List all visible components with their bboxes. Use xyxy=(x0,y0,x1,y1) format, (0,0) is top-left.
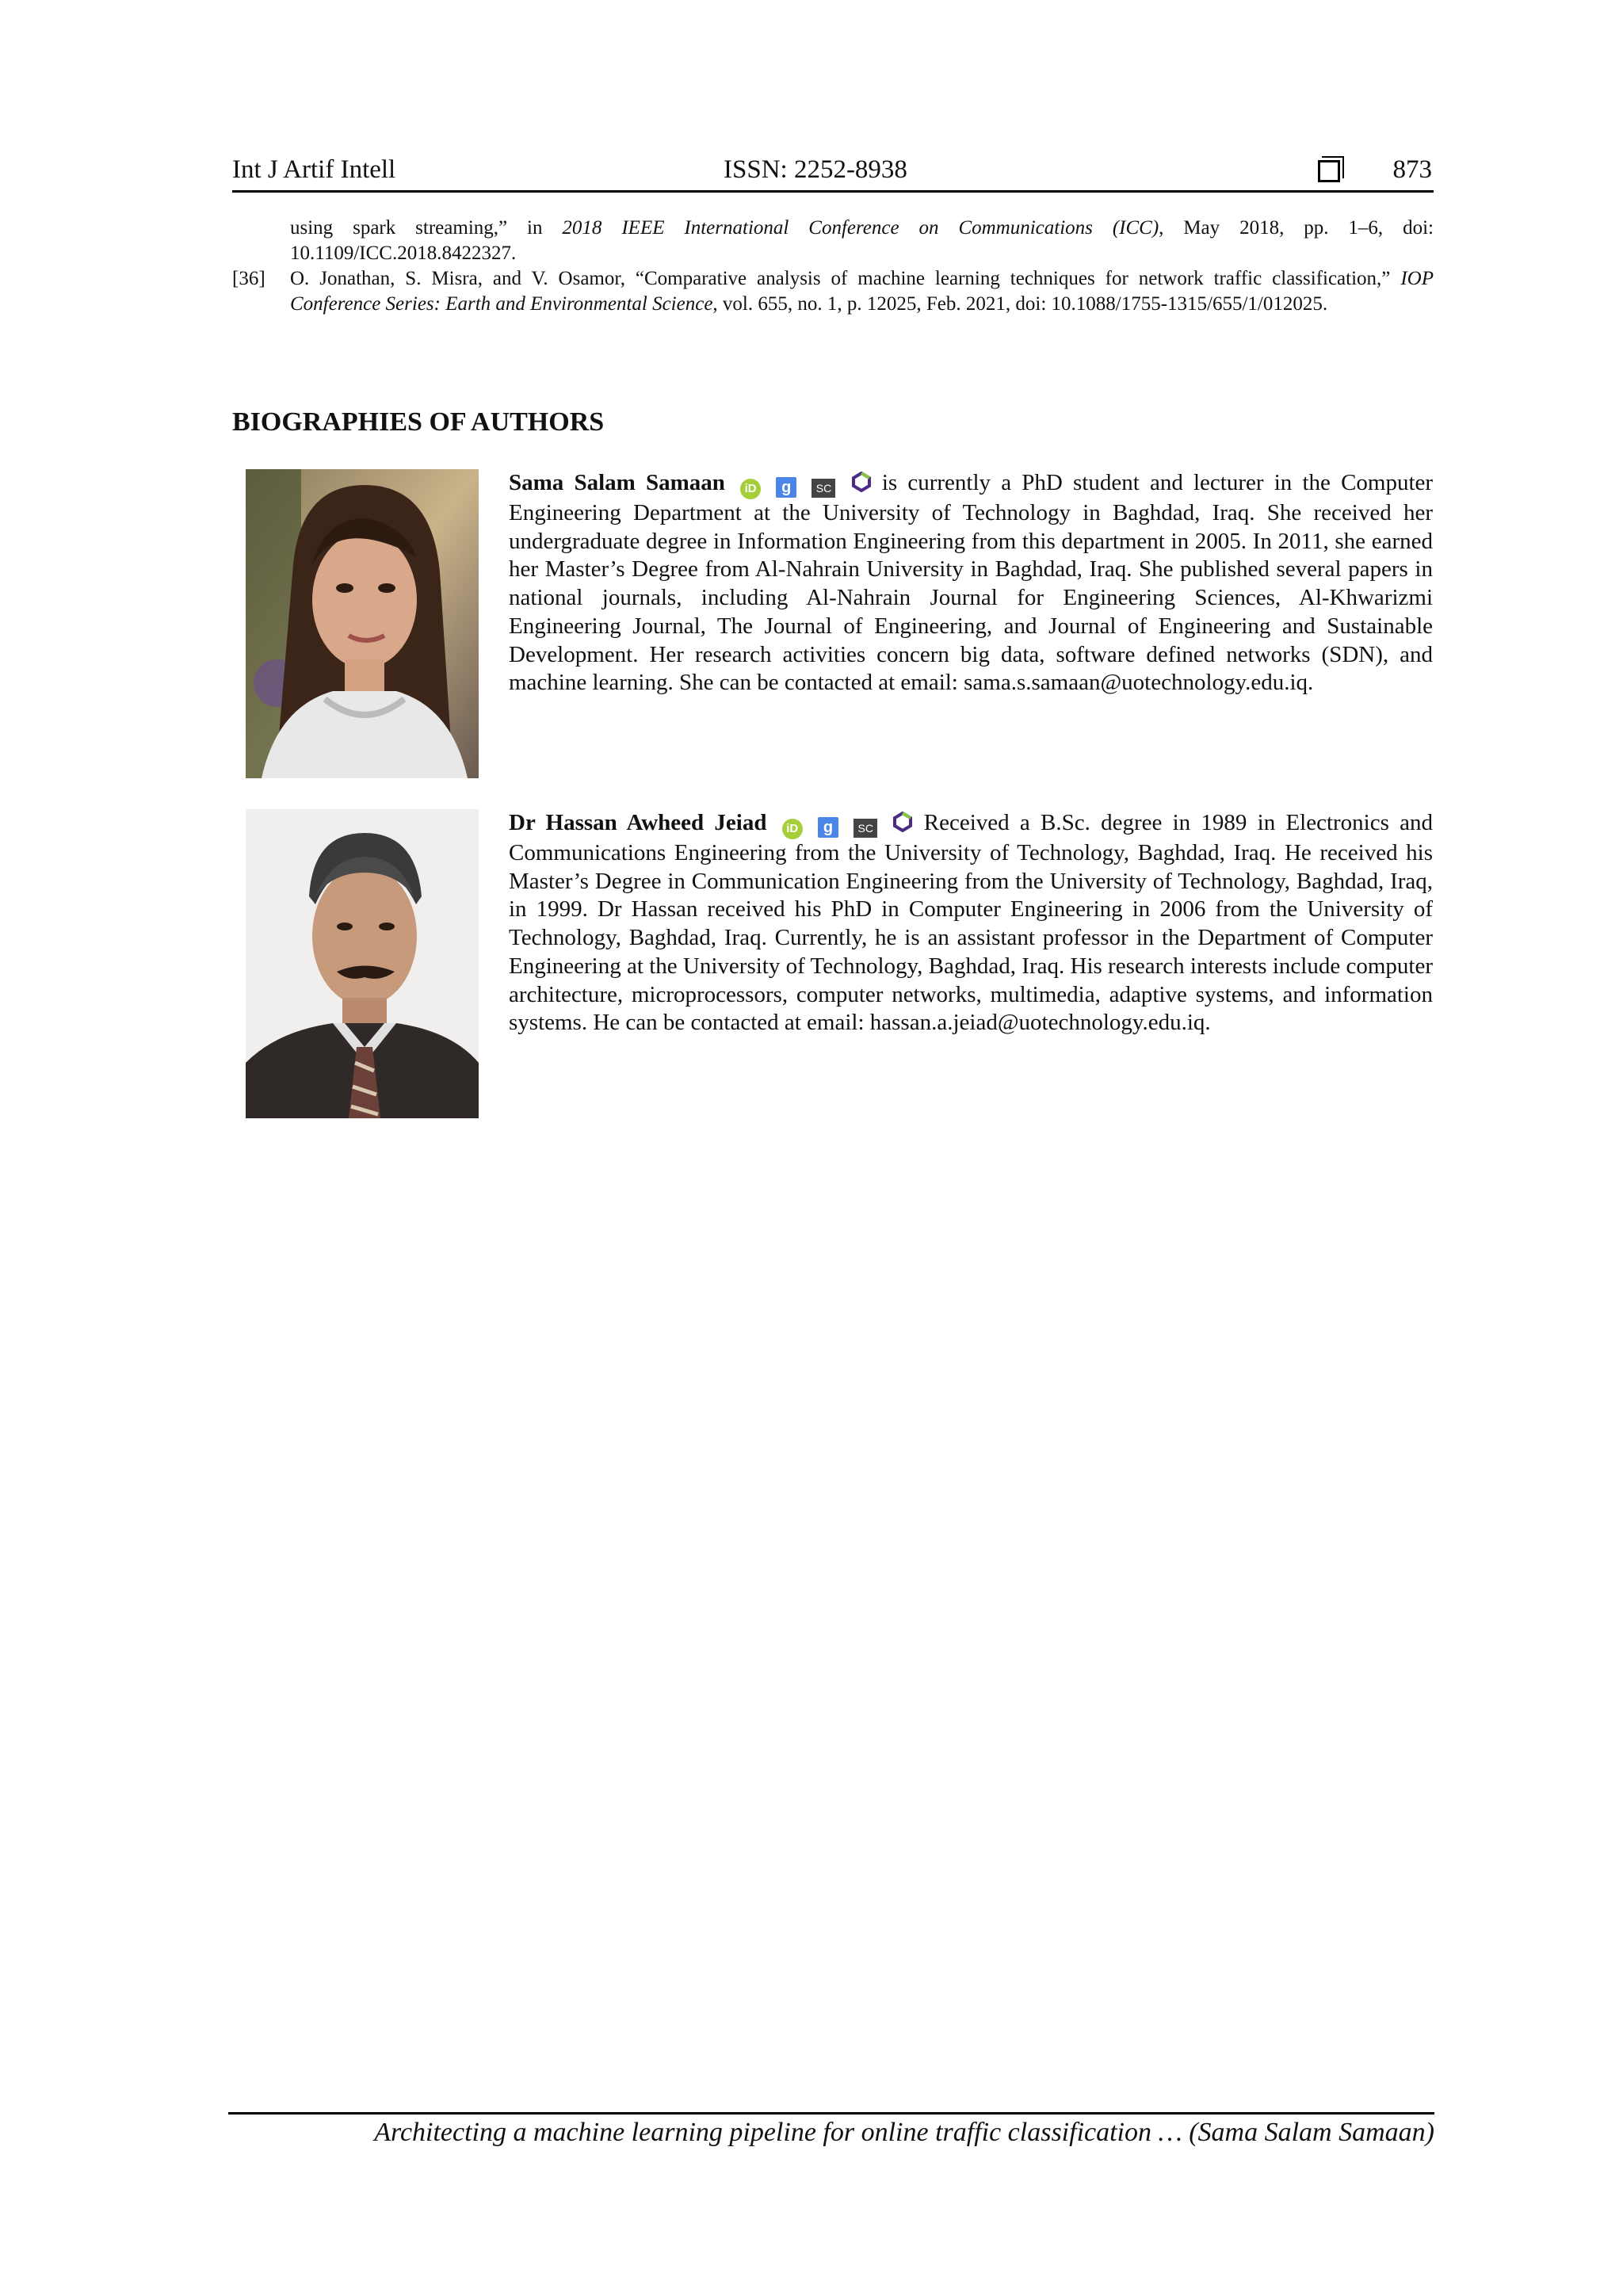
orcid-icon[interactable]: iD xyxy=(782,819,803,839)
reference-number: [36] xyxy=(232,268,265,289)
running-footer: Architecting a machine learning pipeline for online traffic classification … (Sama Salam Samaan) xyxy=(228,2112,1434,2148)
orcid-icon[interactable]: iD xyxy=(740,479,761,499)
reference-text: using spark streaming,” in xyxy=(290,217,563,239)
reference-list xyxy=(232,216,1434,317)
google-scholar-icon[interactable]: g xyxy=(776,477,796,498)
reference-text-end: , May 2018, pp. 1–6, doi: 10.1109/ICC.2018.8422327. xyxy=(290,217,1434,264)
box-icon xyxy=(1318,160,1340,182)
scopus-icon[interactable]: SC xyxy=(854,819,877,838)
bio-body: is currently a PhD student and lecturer in the Computer Engineering Department at the University of Technology in Baghdad, Iraq. She received her undergraduate degree in Information Engineering from this department in 2005. In 2011, she earned her Master’s Degree from Al-Nahrain University in Baghdad, Iraq. She published several papers in national journals, including Al-Nahrain Journal for Engineering Sciences, Al-Khwarizmi Engineering Journal, The Journal of Engineering, and Journal of Engineering and Sustainable Development. Her research activities concern big data, software defined networks (SDN), and machine learning. She can be contacted at email: sama.s.samaan@uotechnology.edu.iq. xyxy=(509,470,1434,696)
author-photo xyxy=(246,809,479,1118)
bio-body: Received a B.Sc. degree in 1989 in Electronics and Communications Engineering from the University of Technology, Baghdad, Iraq. He received his Master’s Degree in Communication Engineering from the University of Technology, Baghdad, Iraq, in 1999. Dr Hassan received his PhD in Computer Engineering in 2006 from the University of Technology, Baghdad, Iraq. Currently, he is an assistant professor in the Department of Computer Engineering at the University of Technology, Baghdad, Iraq. His research interests include computer architecture, microprocessors, computer networks, multimedia, adaptive systems, and information systems. He can be contacted at email: hassan.a.jeiad@uotechnology.edu.iq. xyxy=(509,810,1434,1036)
running-header xyxy=(232,155,1434,193)
reference-text-end: , vol. 655, no. 1, p. 12025, Feb. 2021, doi: 10.1088/1755-1315/655/1/012025. xyxy=(712,293,1328,315)
journal-name: Int J Artif Intell xyxy=(232,155,396,184)
reference-item xyxy=(232,216,1434,266)
author-photo xyxy=(246,469,479,778)
publons-icon[interactable] xyxy=(851,472,872,492)
reference-text: O. Jonathan, S. Misra, and V. Osamor, “Comparative analysis of machine learning techniques for network traffic classification,” xyxy=(290,268,1401,289)
author-name: Sama Salam Samaan xyxy=(509,470,725,495)
page-number: 873 xyxy=(1392,155,1432,184)
publons-icon[interactable] xyxy=(892,812,913,832)
google-scholar-icon[interactable]: g xyxy=(818,817,838,838)
section-title: BIOGRAPHIES OF AUTHORS xyxy=(232,407,605,437)
scopus-icon[interactable]: SC xyxy=(812,479,835,498)
reference-venue: 2018 IEEE International Conference on Communications (ICC) xyxy=(562,217,1159,239)
bio-text xyxy=(509,809,1433,1037)
author-name: Dr Hassan Awheed Jeiad xyxy=(509,810,767,835)
bio-text xyxy=(509,469,1433,697)
issn: ISSN: 2252-8938 xyxy=(724,155,907,184)
reference-venue: IOP Conference Series: Earth and Environmental Science xyxy=(290,268,1434,315)
reference-item xyxy=(232,266,1434,317)
